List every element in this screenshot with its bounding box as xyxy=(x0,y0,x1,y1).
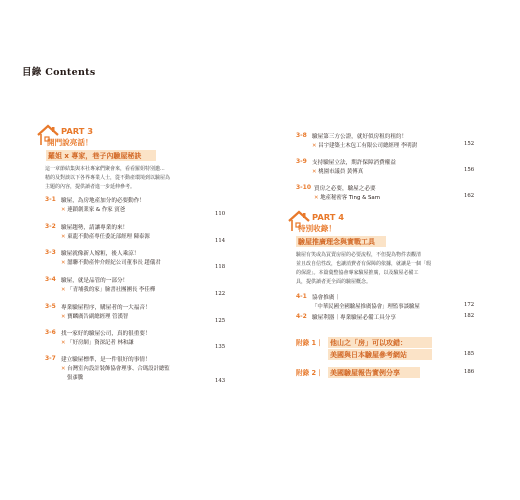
entry-subtitle: 「中華民國全國驗屋推廣協會」理監事談驗屋 xyxy=(312,304,420,310)
part4-band xyxy=(296,236,386,247)
cross-icon: ✕ xyxy=(312,169,317,175)
appendix-title-cont: 美國與日本驗屋參考網站 xyxy=(330,351,407,359)
intro-line: 具，提供讀者更全面的驗屋概念。 xyxy=(296,279,372,285)
part4-intro xyxy=(296,251,431,287)
part4-label: PART 4 xyxy=(312,212,345,222)
page-number: 125 xyxy=(215,318,226,324)
toc-heading: 目錄 Contents xyxy=(22,67,96,78)
entry-author: 囍聯不動產仲介經紀公司董事長 趙儀君 xyxy=(67,260,161,266)
entry-author-cont: 張彥騰 xyxy=(67,375,84,381)
page-number: 172 xyxy=(464,302,475,308)
intro-line: 驗屋有笑或為買賣房屋的必要流程，不但提為物件表觀清 xyxy=(296,252,422,258)
page-number: 152 xyxy=(464,141,475,147)
entry-title: 驗屋趨勢，請讓專業的來！ xyxy=(61,225,129,231)
cross-icon: ✕ xyxy=(61,260,66,266)
part3-intro xyxy=(45,165,170,192)
entry-title: 支持驗屋立法，期許保障消費權益 xyxy=(312,160,396,166)
page-number: 182 xyxy=(464,313,475,319)
intro-line: 的保證」。本篇彙整協會專家驗屋推廣，以及驗屋必備工 xyxy=(296,270,419,276)
page-number: 114 xyxy=(215,238,226,244)
appendix-band xyxy=(328,349,432,360)
part3-title: 開門說亮話！ xyxy=(47,138,93,147)
entry-number: 4-2 xyxy=(296,313,307,320)
entry-title: 找一家好的驗屋公司，真的很重要！ xyxy=(61,331,151,337)
entry-author: 「青埔我的家」臉書社團團長 李佳樺 xyxy=(67,287,156,293)
page-number: 156 xyxy=(464,167,475,173)
page-number: 118 xyxy=(215,264,226,270)
entry-title: 建立驗屋標準，是一件很好的事情！ xyxy=(61,357,151,363)
entry-number: 3-4 xyxy=(45,276,56,283)
entry-title: 買房之必要，驗屋之必要 xyxy=(314,186,376,192)
part3-label: PART 3 xyxy=(61,126,94,136)
part3-band xyxy=(46,150,156,161)
entry-author: 連鎖創業家 & 作家 賓爸 xyxy=(67,207,126,213)
entry-author: 地產秘密客 Ting & Sam xyxy=(320,195,380,201)
entry-author: 桃園市議員 黃傅真 xyxy=(318,169,364,175)
page-number: 110 xyxy=(215,211,226,217)
appendix-label: 附錄 2｜ xyxy=(296,369,323,377)
part3-header xyxy=(37,124,197,152)
cross-icon: ✕ xyxy=(314,195,319,201)
cross-icon: ✕ xyxy=(61,234,66,240)
entry-title: 協會推廣｜ xyxy=(312,295,340,301)
entry-number: 3-10 xyxy=(296,184,312,191)
part4-band-text: 驗屋推廣理念與實戰工具 xyxy=(298,238,375,246)
entry-number: 3-1 xyxy=(45,196,56,203)
entry-number: 3-5 xyxy=(45,303,56,310)
appendix-label: 附錄 1｜ xyxy=(296,339,323,347)
intro-line: 主題的內容，提供讀者進一步延伸參考。 xyxy=(45,184,136,190)
part4-header xyxy=(288,210,438,238)
part3-band-text: 羅姐 x 專家，巷子內驗屋秘訣 xyxy=(48,152,142,160)
entry-number: 3-9 xyxy=(296,158,307,165)
entry-number: 3-6 xyxy=(45,329,56,336)
entry-title: 驗屋，就是品管的一部分！ xyxy=(61,278,129,284)
page-number: 122 xyxy=(215,291,226,297)
entry-title: 驗屋第三方公證，就好似房租約租約！ xyxy=(312,134,408,140)
entry-number: 3-8 xyxy=(296,132,307,139)
page-number: 135 xyxy=(215,344,226,350)
intro-line: 精的及對談以下各界專業人士，從不動產環境到以驗屋為 xyxy=(45,175,171,181)
appendix-band xyxy=(328,367,420,378)
intro-line: 這一章節結集與本社專家們聚會來，看看羅姐特別邀... xyxy=(45,166,165,172)
entry-number: 4-1 xyxy=(296,293,307,300)
entry-author: 昌宇建築土木包工有限公司總經理 李明澍 xyxy=(318,143,417,149)
page-number: 186 xyxy=(464,369,475,375)
appendix-title: 美國驗屋報告實例分享 xyxy=(330,369,400,377)
cross-icon: ✕ xyxy=(61,340,66,346)
entry-number: 3-7 xyxy=(45,355,56,362)
entry-title: 驗屋利器｜專業驗屋必備工具分享 xyxy=(312,315,396,321)
part4-title: 特別收錄！ xyxy=(298,224,336,233)
page-number: 162 xyxy=(464,193,475,199)
cross-icon: ✕ xyxy=(61,366,66,372)
cross-icon: ✕ xyxy=(61,314,66,320)
entry-title: 驗屋就像新人嫁粧，後人乘涼！ xyxy=(61,251,140,257)
page-number: 185 xyxy=(464,351,475,357)
entry-title: 專業驗屋程序，購屋者的一大福音！ xyxy=(61,305,151,311)
entry-title: 驗屋，為房地產加分的必要動作！ xyxy=(61,198,145,204)
cross-icon: ✕ xyxy=(61,207,66,213)
entry-number: 3-2 xyxy=(45,223,56,230)
entry-author: 「好房網」資深記者 林和謙 xyxy=(67,340,134,346)
entry-number: 3-3 xyxy=(45,249,56,256)
appendix-band xyxy=(328,337,432,348)
cross-icon: ✕ xyxy=(312,143,317,149)
cross-icon: ✕ xyxy=(61,287,66,293)
intro-line: 並且改自信性改，也讓消費者有保障的依據，就讓是一個「瑕 xyxy=(296,261,432,267)
entry-author: 東龍不動產專任委託部經理 陳泰源 xyxy=(67,234,150,240)
entry-author: 寶麟廣告副總經理 管漢智 xyxy=(67,314,129,320)
appendix-title: 他山之「房」可以攻錯： xyxy=(330,339,407,347)
page-number: 143 xyxy=(215,378,226,384)
entry-author: 台灣室內設計裝飾協會理事、合瑪設計總監 xyxy=(67,366,170,372)
